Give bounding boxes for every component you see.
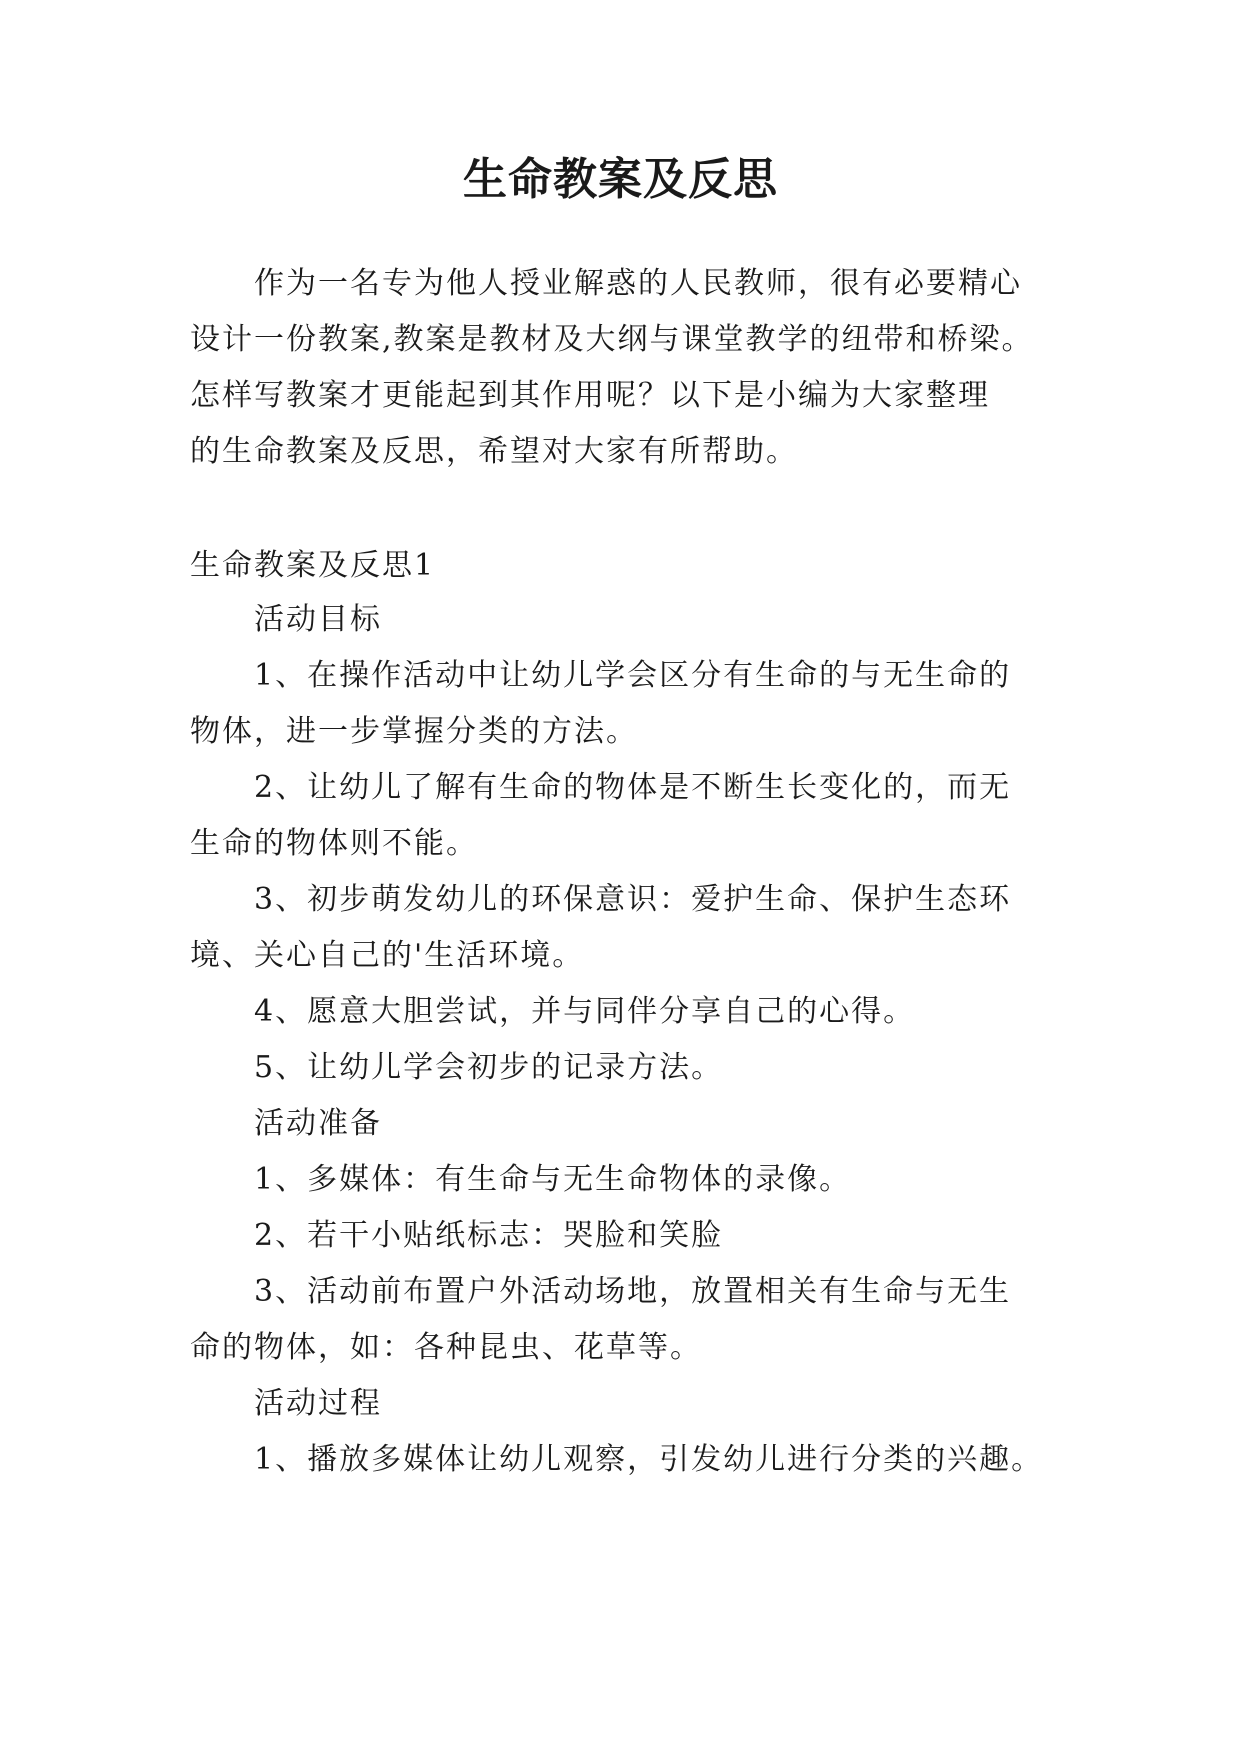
process-1: 1、播放多媒体让幼儿观察，引发幼儿进行分类的兴趣。 <box>254 1442 1044 1477</box>
goals-heading: 活动目标 <box>254 602 382 637</box>
goal-1-line-1: 1、在操作活动中让幼儿学会区分有生命的与无生命的 <box>254 658 1012 693</box>
goal-2-line-2: 生命的物体则不能。 <box>190 826 478 861</box>
preparation-3-line-1: 3、活动前布置户外活动场地，放置相关有生命与无生 <box>254 1274 1012 1309</box>
goal-3-line-1: 3、初步萌发幼儿的环保意识：爱护生命、保护生态环 <box>254 882 1012 917</box>
goal-1-line-2: 物体，进一步掌握分类的方法。 <box>190 714 638 749</box>
preparation-heading: 活动准备 <box>254 1106 382 1141</box>
goal-3-line-2: 境、关心自己的'生活环境。 <box>190 938 585 973</box>
goal-5: 5、让幼儿学会初步的记录方法。 <box>254 1050 724 1085</box>
preparation-1: 1、多媒体：有生命与无生命物体的录像。 <box>254 1162 852 1197</box>
intro-line-2: 设计一份教案,教案是教材及大纲与课堂教学的纽带和桥梁。 <box>190 322 1034 357</box>
document-title: 生命教案及反思 <box>463 154 778 205</box>
section-heading: 生命教案及反思1 <box>190 548 436 583</box>
intro-line-1: 作为一名专为他人授业解惑的人民教师，很有必要精心 <box>254 266 1022 301</box>
goal-2-line-1: 2、让幼儿了解有生命的物体是不断生长变化的，而无 <box>254 770 1012 805</box>
preparation-2: 2、若干小贴纸标志：哭脸和笑脸 <box>254 1218 724 1253</box>
intro-line-4: 的生命教案及反思，希望对大家有所帮助。 <box>190 434 798 469</box>
goal-4: 4、愿意大胆尝试，并与同伴分享自己的心得。 <box>254 994 916 1029</box>
preparation-3-line-2: 命的物体，如：各种昆虫、花草等。 <box>190 1330 702 1365</box>
intro-line-3: 怎样写教案才更能起到其作用呢？以下是小编为大家整理 <box>190 378 990 413</box>
process-heading: 活动过程 <box>254 1386 382 1421</box>
